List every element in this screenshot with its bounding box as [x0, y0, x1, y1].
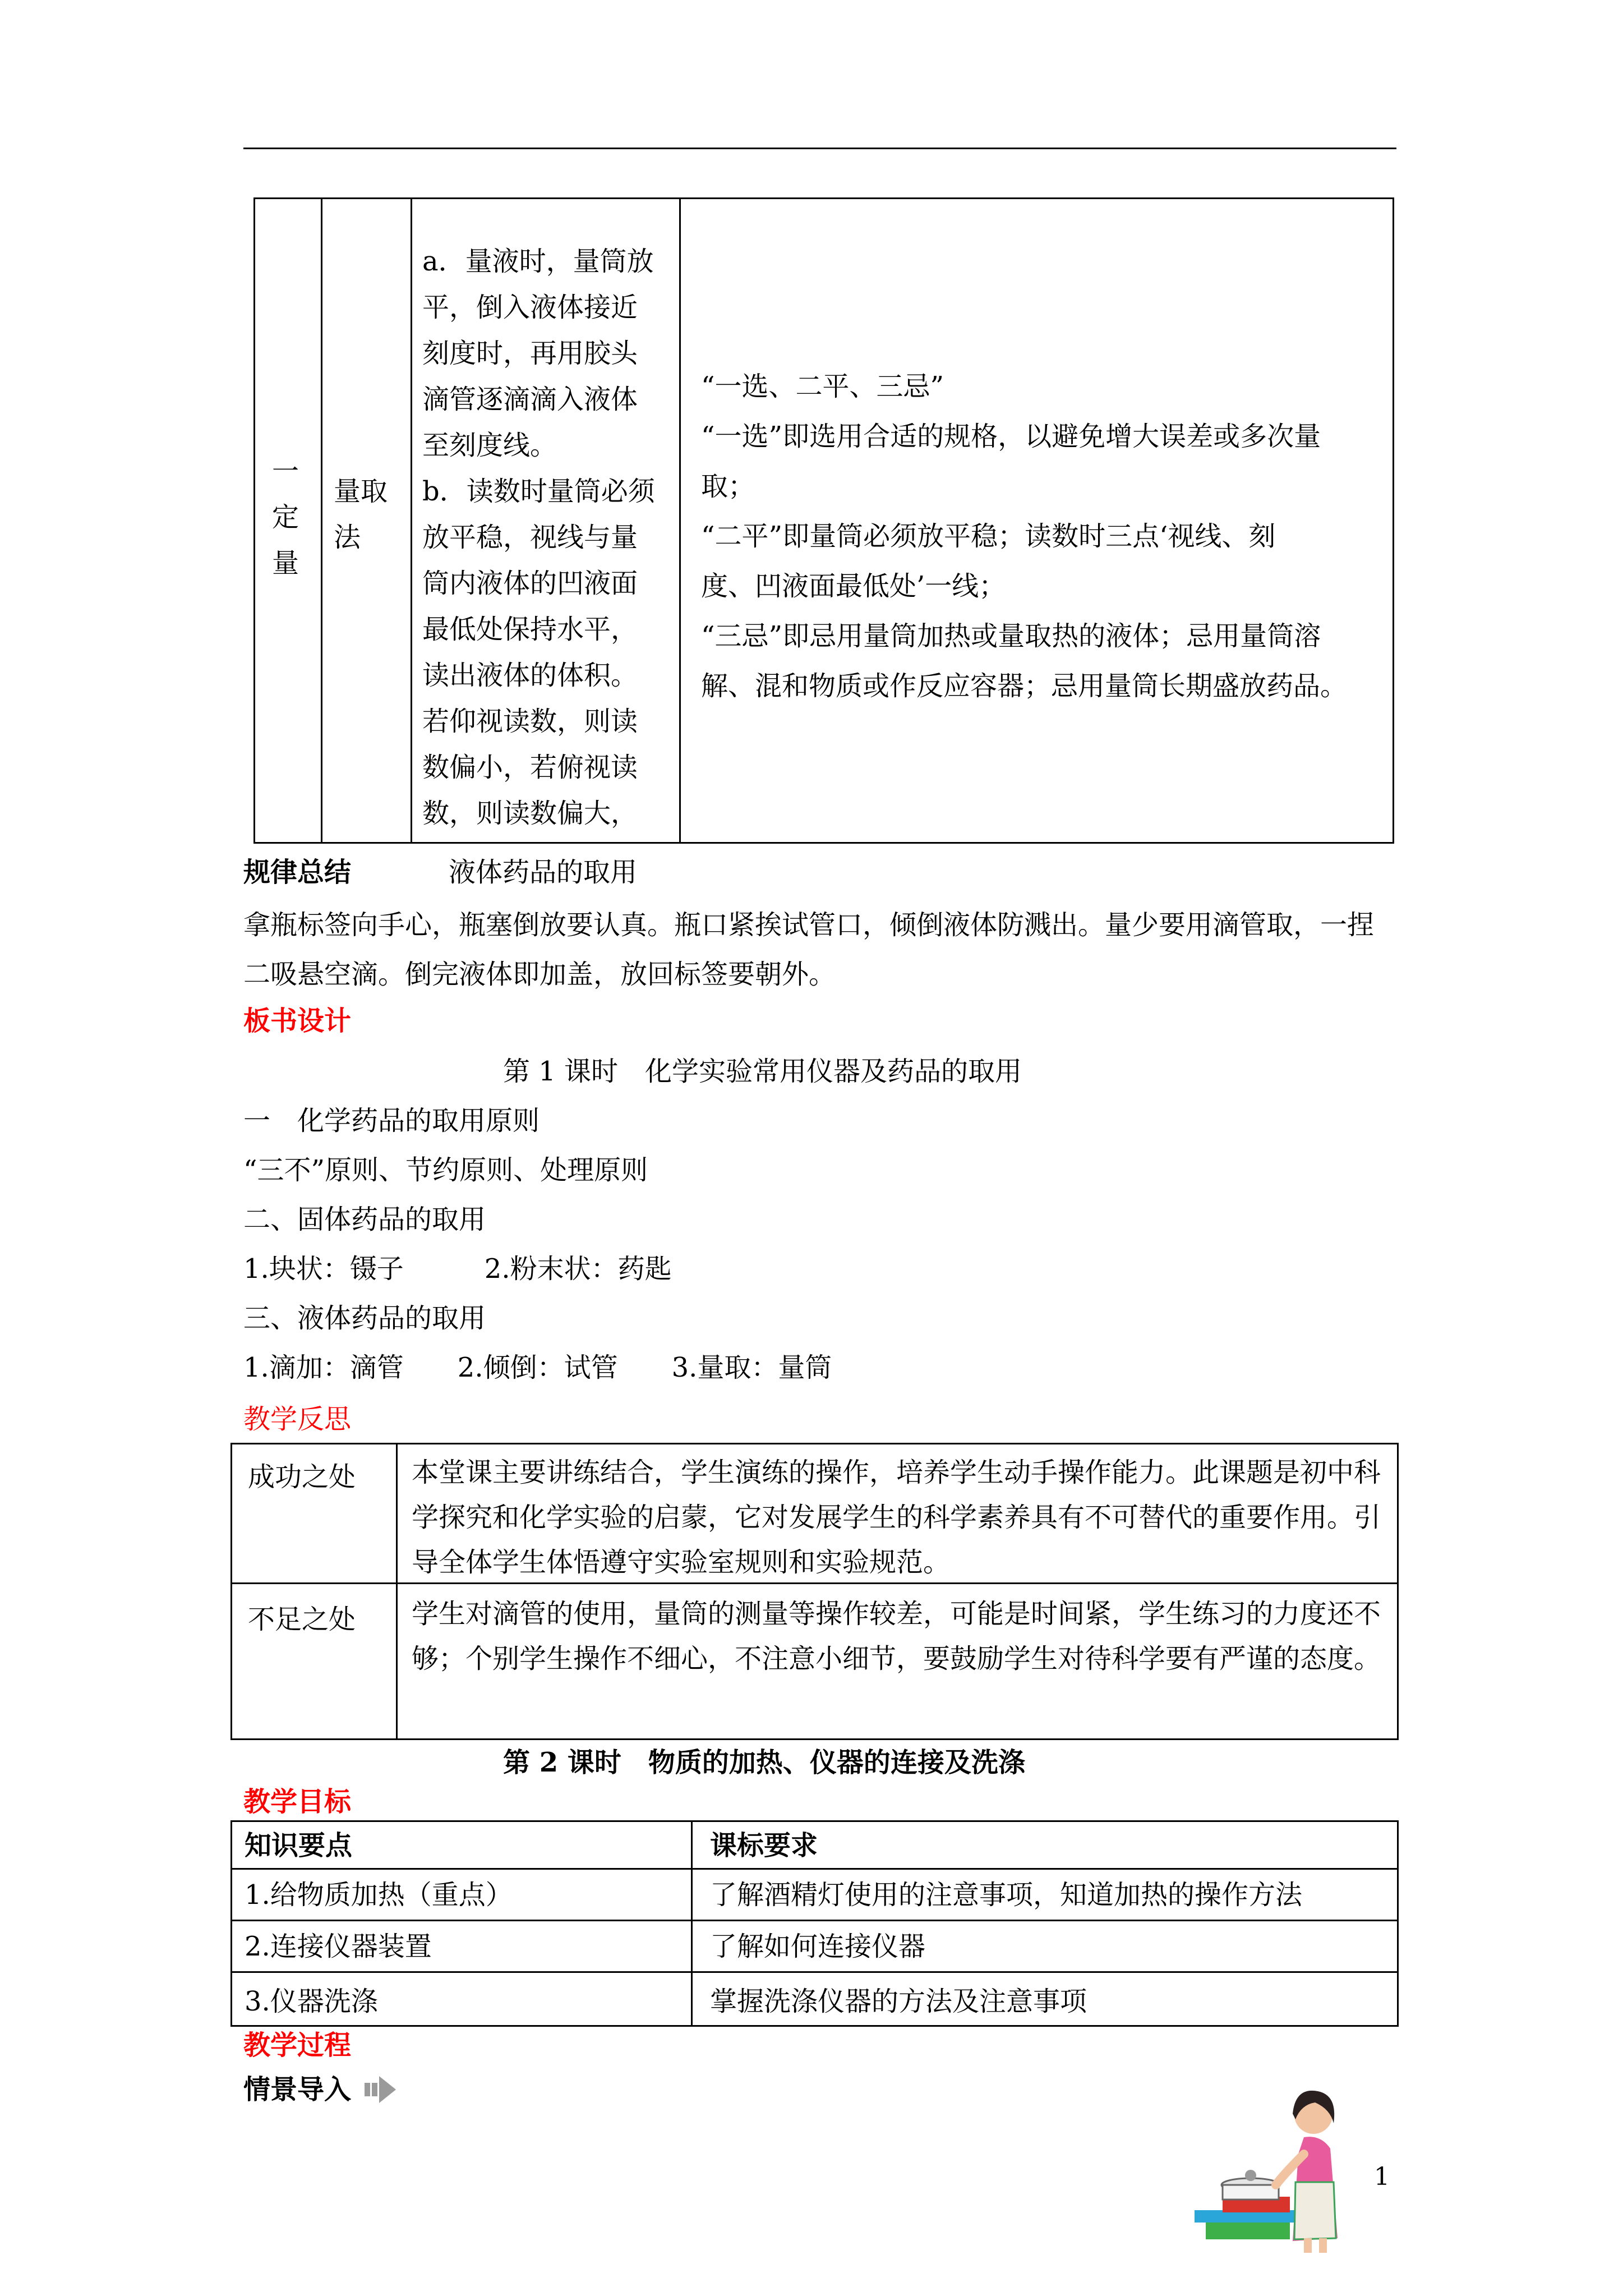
lesson1-title: 第 1 课时 化学实验常用仪器及药品的取用	[503, 1056, 1022, 1087]
board-line: 一 化学药品的取用原则	[243, 1105, 540, 1137]
intro-label: 情景导入	[243, 2074, 352, 2105]
table-divider	[396, 1444, 398, 1738]
cooking-woman-illustration	[1183, 2070, 1352, 2255]
objectives-table	[230, 1820, 1399, 2027]
table-divider	[232, 1971, 1397, 1973]
table-divider	[679, 199, 681, 842]
table-divider	[232, 1868, 1397, 1870]
summary-text: 拿瓶标签向手心，瓶塞倒放要认真。瓶口紧挨试管口，倾倒液体防溅出。量少要用滴管取，一捏二吸悬空滴。倒完液体即加盖，放回标签要朝外。	[243, 909, 1375, 990]
table-divider	[411, 199, 412, 842]
board-line: 1.滴加：滴管 2.倾倒：试管 3.量取：量筒	[243, 1352, 832, 1383]
reflection-text: 本堂课主要讲练结合，学生演练的操作，培养学生动手操作能力。此课题是初中科学探究和化学实验的启蒙，它对发展学生的科学素养具有不可替代的重要作用。引导全体学生体悟遵守实验室规则和实验规范。	[412, 1457, 1381, 1578]
method-cell: 量取 法	[334, 476, 388, 553]
lesson2-title: 第 2 课时 物质的加热、仪器的连接及洗涤	[503, 1747, 1025, 1778]
objectives-heading: 教学目标	[243, 1786, 352, 1818]
reflection-label: 不足之处	[248, 1604, 356, 1635]
board-heading: 板书设计	[243, 1005, 352, 1037]
process-heading: 教学过程	[243, 2030, 352, 2061]
summary-label: 规律总结	[243, 857, 352, 888]
table-header: 课标要求	[710, 1830, 818, 1861]
board-line: 二、固体药品的取用	[243, 1204, 486, 1235]
table-divider	[232, 1920, 1397, 1921]
table-cell: 2.连接仪器装置	[245, 1931, 432, 1962]
table-header: 知识要点	[245, 1830, 353, 1861]
board-line: 三、液体药品的取用	[243, 1303, 486, 1334]
table-cell: 3.仪器洗涤	[245, 1986, 378, 2017]
table-cell: 了解酒精灯使用的注意事项，知道加热的操作方法	[710, 1879, 1303, 1911]
notes-cell: “一选、二平、三忌” “一选”即选用合适的规格，以避免增大误差或多次量 取； “二平”即量筒必须放平稳；读数时三点‘视线、刻 度、凹液面最低处’一线； “三忌”即忌用量筒加热或量取热的液体；忌用量筒溶 解、混和物质或作反应容器；忌用量筒长期盛放药品。	[701, 371, 1348, 702]
header-rule	[243, 148, 1396, 149]
table-divider	[321, 199, 322, 842]
arrow-right-icon	[363, 2074, 397, 2105]
reflection-text: 学生对滴管的使用，量筒的测量等操作较差，可能是时间紧，学生练习的力度还不够；个别学生操作不细心，不注意小细节，要鼓励学生对待科学要有严谨的态度。	[412, 1598, 1381, 1674]
table-cell: 了解如何连接仪器	[710, 1931, 926, 1962]
page-number: 1	[1374, 2162, 1390, 2191]
table-cell: 掌握洗涤仪器的方法及注意事项	[710, 1986, 1087, 2017]
reflection-heading: 教学反思	[243, 1404, 352, 1435]
category-cell: 一 定 量	[272, 455, 299, 579]
table-divider	[691, 1822, 693, 2025]
board-line: 1.块状：镊子 2.粉末状：药匙	[243, 1253, 672, 1285]
measuring-method-table	[253, 197, 1394, 844]
table-cell: 1.给物质加热（重点）	[245, 1879, 513, 1911]
reflection-label: 成功之处	[248, 1461, 356, 1493]
summary-title: 液体药品的取用	[449, 857, 638, 888]
board-line: “三不”原则、节约原则、处理原则	[243, 1154, 648, 1186]
procedure-cell: a．量液时，量筒放 平，倒入液体接近 刻度时，再用胶头 滴管逐滴滴入液体 至刻度线。 b．读数时量筒必须 放平稳，视线与量 筒内液体的凹液面 最低处保持水平， 读出液体的体积。 若仰视读数，则读 数偏小，若俯视读 数，则读数偏大，	[422, 246, 655, 829]
reflection-table	[230, 1443, 1399, 1740]
